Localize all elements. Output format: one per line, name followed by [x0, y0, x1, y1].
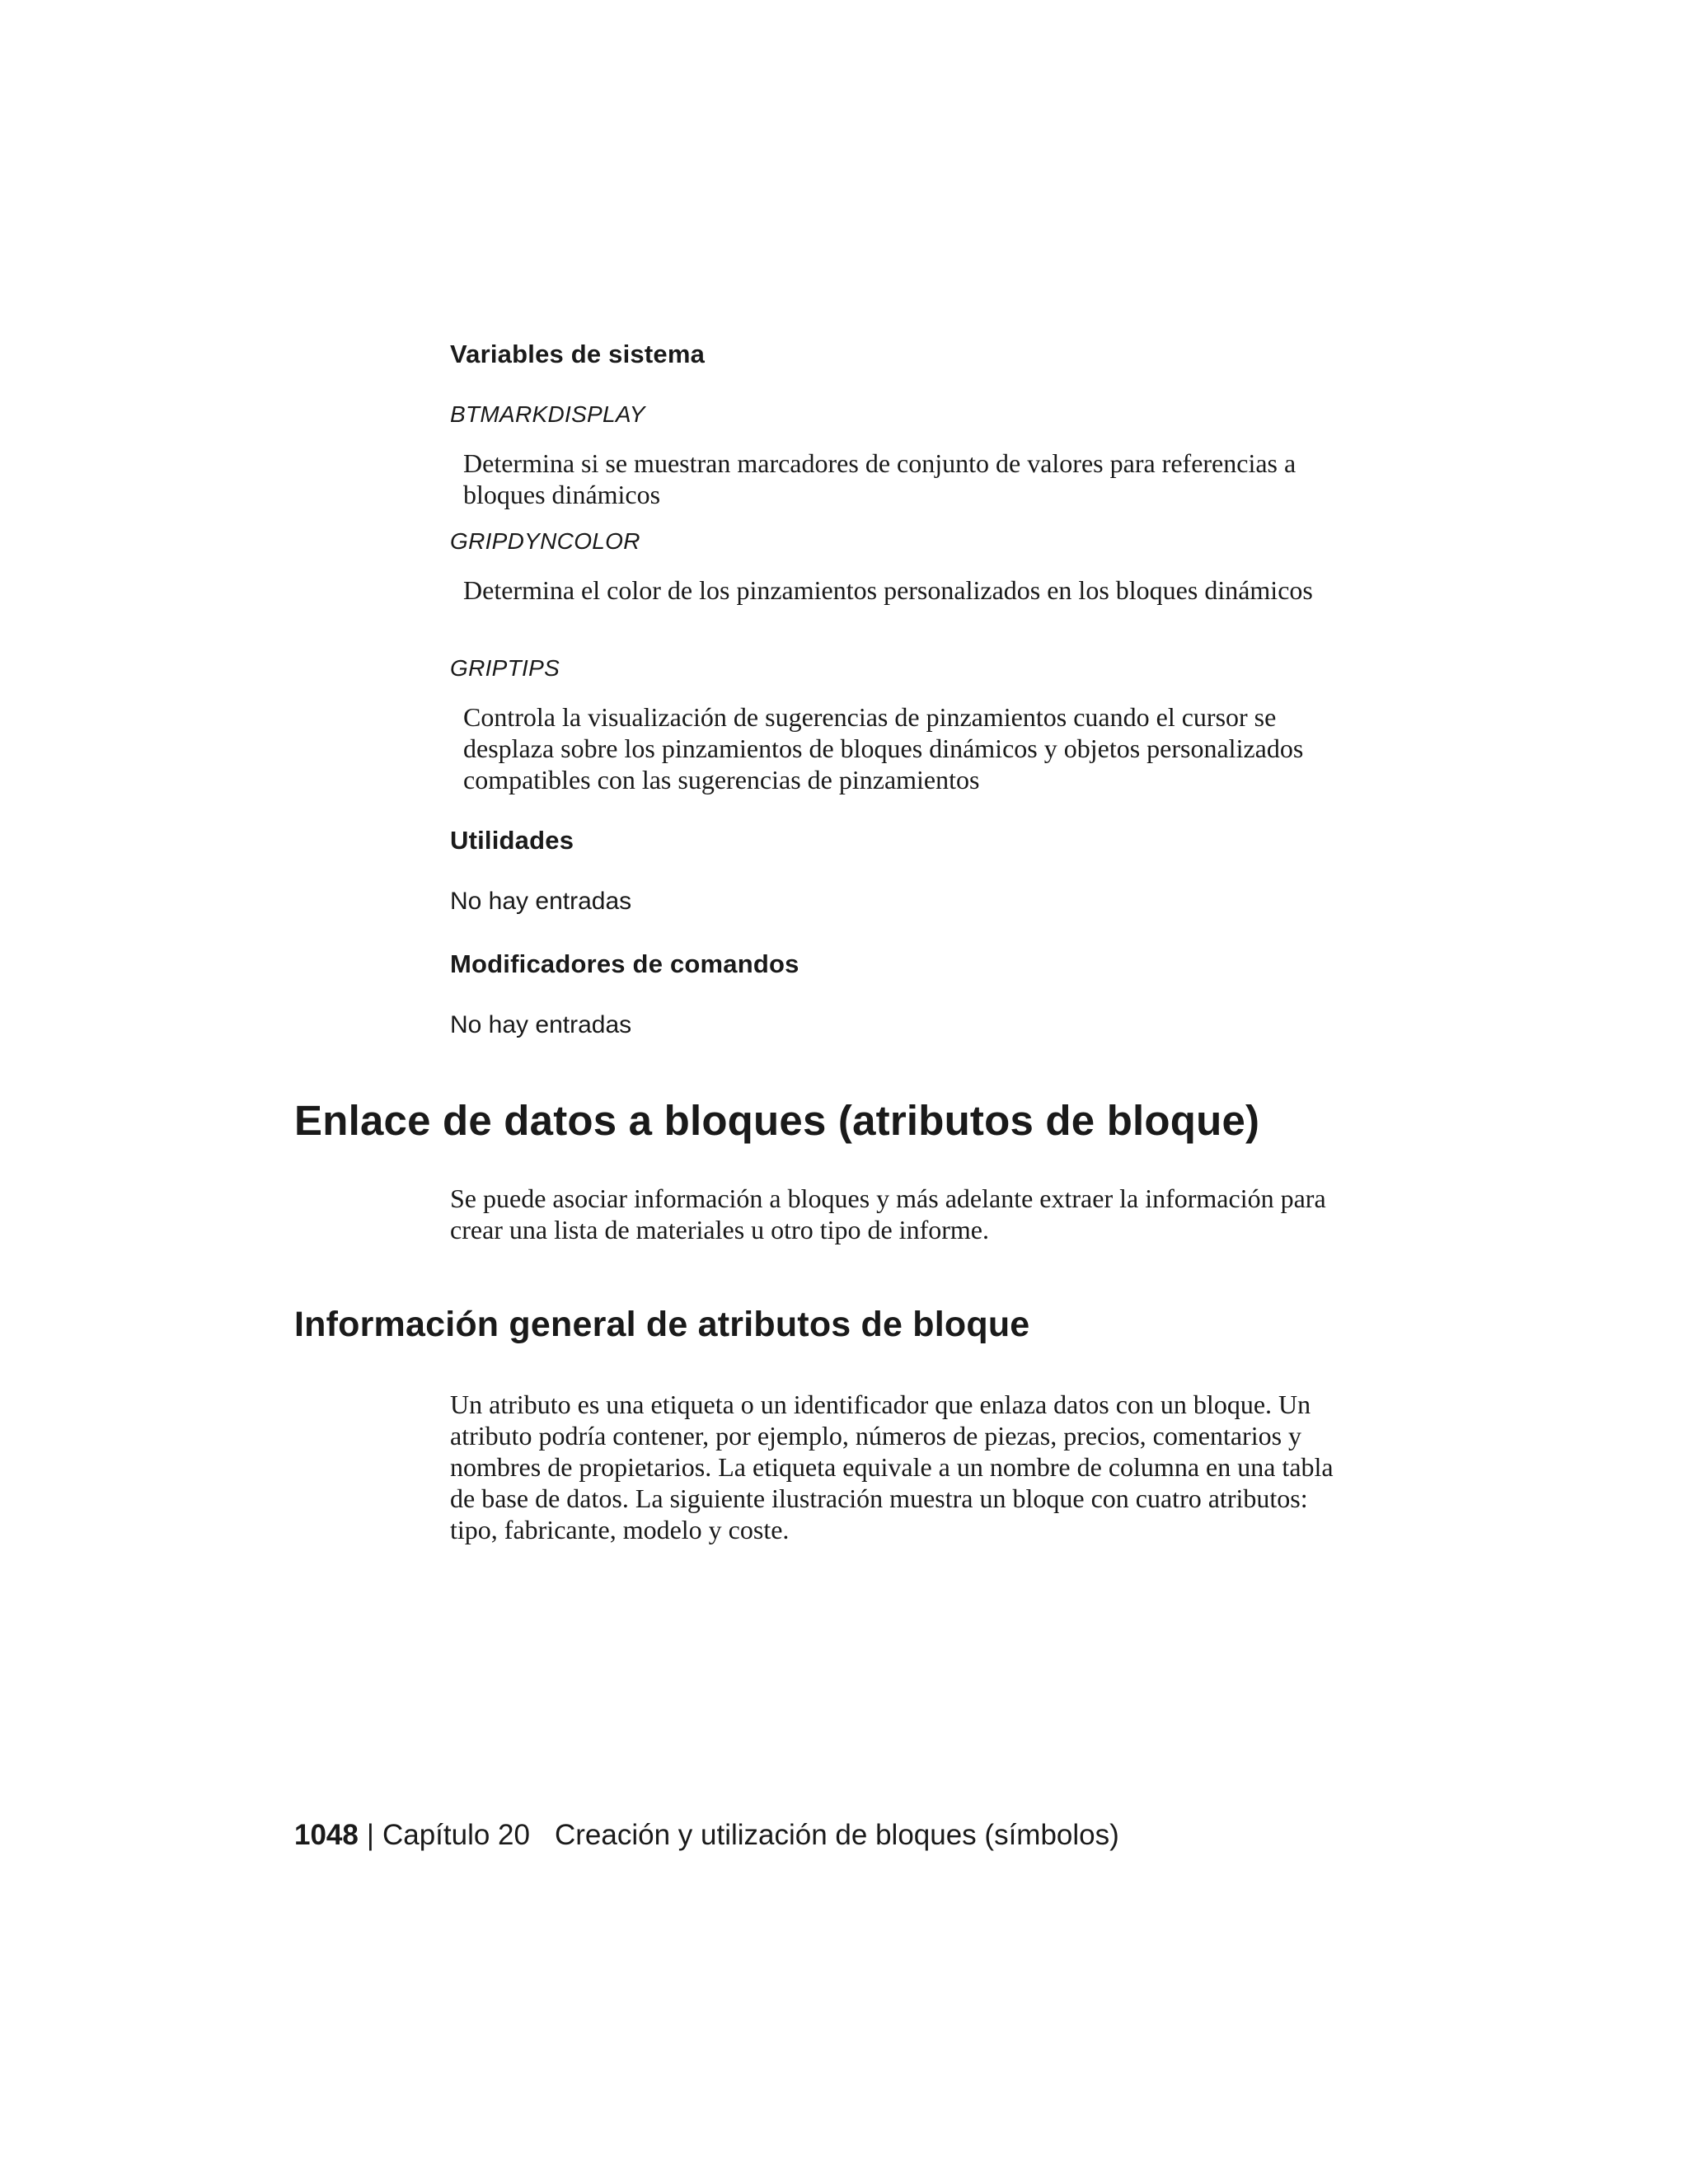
variable-name-griptips: GRIPTIPS: [450, 655, 560, 681]
footer-separator: |: [366, 1819, 374, 1851]
page-number: 1048: [294, 1819, 359, 1851]
main-paragraph: Se puede asociar información a bloques y más adelante extraer la información para crear una lista de materiales u otro tipo de informe.: [450, 1183, 1326, 1244]
chapter-label: Capítulo 20: [382, 1819, 530, 1851]
page-footer: [294, 1817, 1119, 1854]
variable-description-gripdyncolor: Determina el color de los pinzamientos personalizados en los bloques dinámicos: [463, 575, 1313, 605]
utilities-heading: Utilidades: [450, 826, 574, 855]
variable-description-btmarkdisplay: Determina si se muestran marcadores de conjunto de valores para referencias a bloques dinámicos: [463, 448, 1296, 509]
variable-description-griptips: Controla la visualización de sugerencias de pinzamientos cuando el cursor se desplaza sobre los pinzamientos de bloques dinámicos y objetos personalizados compatibles con las sugerencias de pinzamientos: [463, 702, 1304, 794]
utilities-text: No hay entradas: [450, 888, 632, 915]
command-modifiers-heading: Modificadores de comandos: [450, 949, 799, 978]
variable-name-gripdyncolor: GRIPDYNCOLOR: [450, 528, 640, 554]
command-modifiers-text: No hay entradas: [450, 1011, 632, 1038]
chapter-title: Creación y utilización de bloques (símbolos): [555, 1819, 1119, 1851]
sub-paragraph: Un atributo es una etiqueta o un identificador que enlaza datos con un bloque. Un atributo podría contener, por ejemplo, números de piezas, precios, comentarios y nombres de propietarios. La etiqueta equivale a un nombre de columna en una tabla de base de datos. La siguiente ilustración muestra un bloque con cuatro atributos: tipo, fabricante, modelo y coste.: [450, 1390, 1334, 1544]
system-variables-heading: Variables de sistema: [450, 340, 706, 368]
main-heading: Enlace de datos a bloques (atributos de bloque): [294, 1097, 1260, 1144]
variable-name-btmarkdisplay: BTMARKDISPLAY: [450, 401, 645, 427]
sub-heading: Información general de atributos de bloque: [294, 1305, 1030, 1344]
